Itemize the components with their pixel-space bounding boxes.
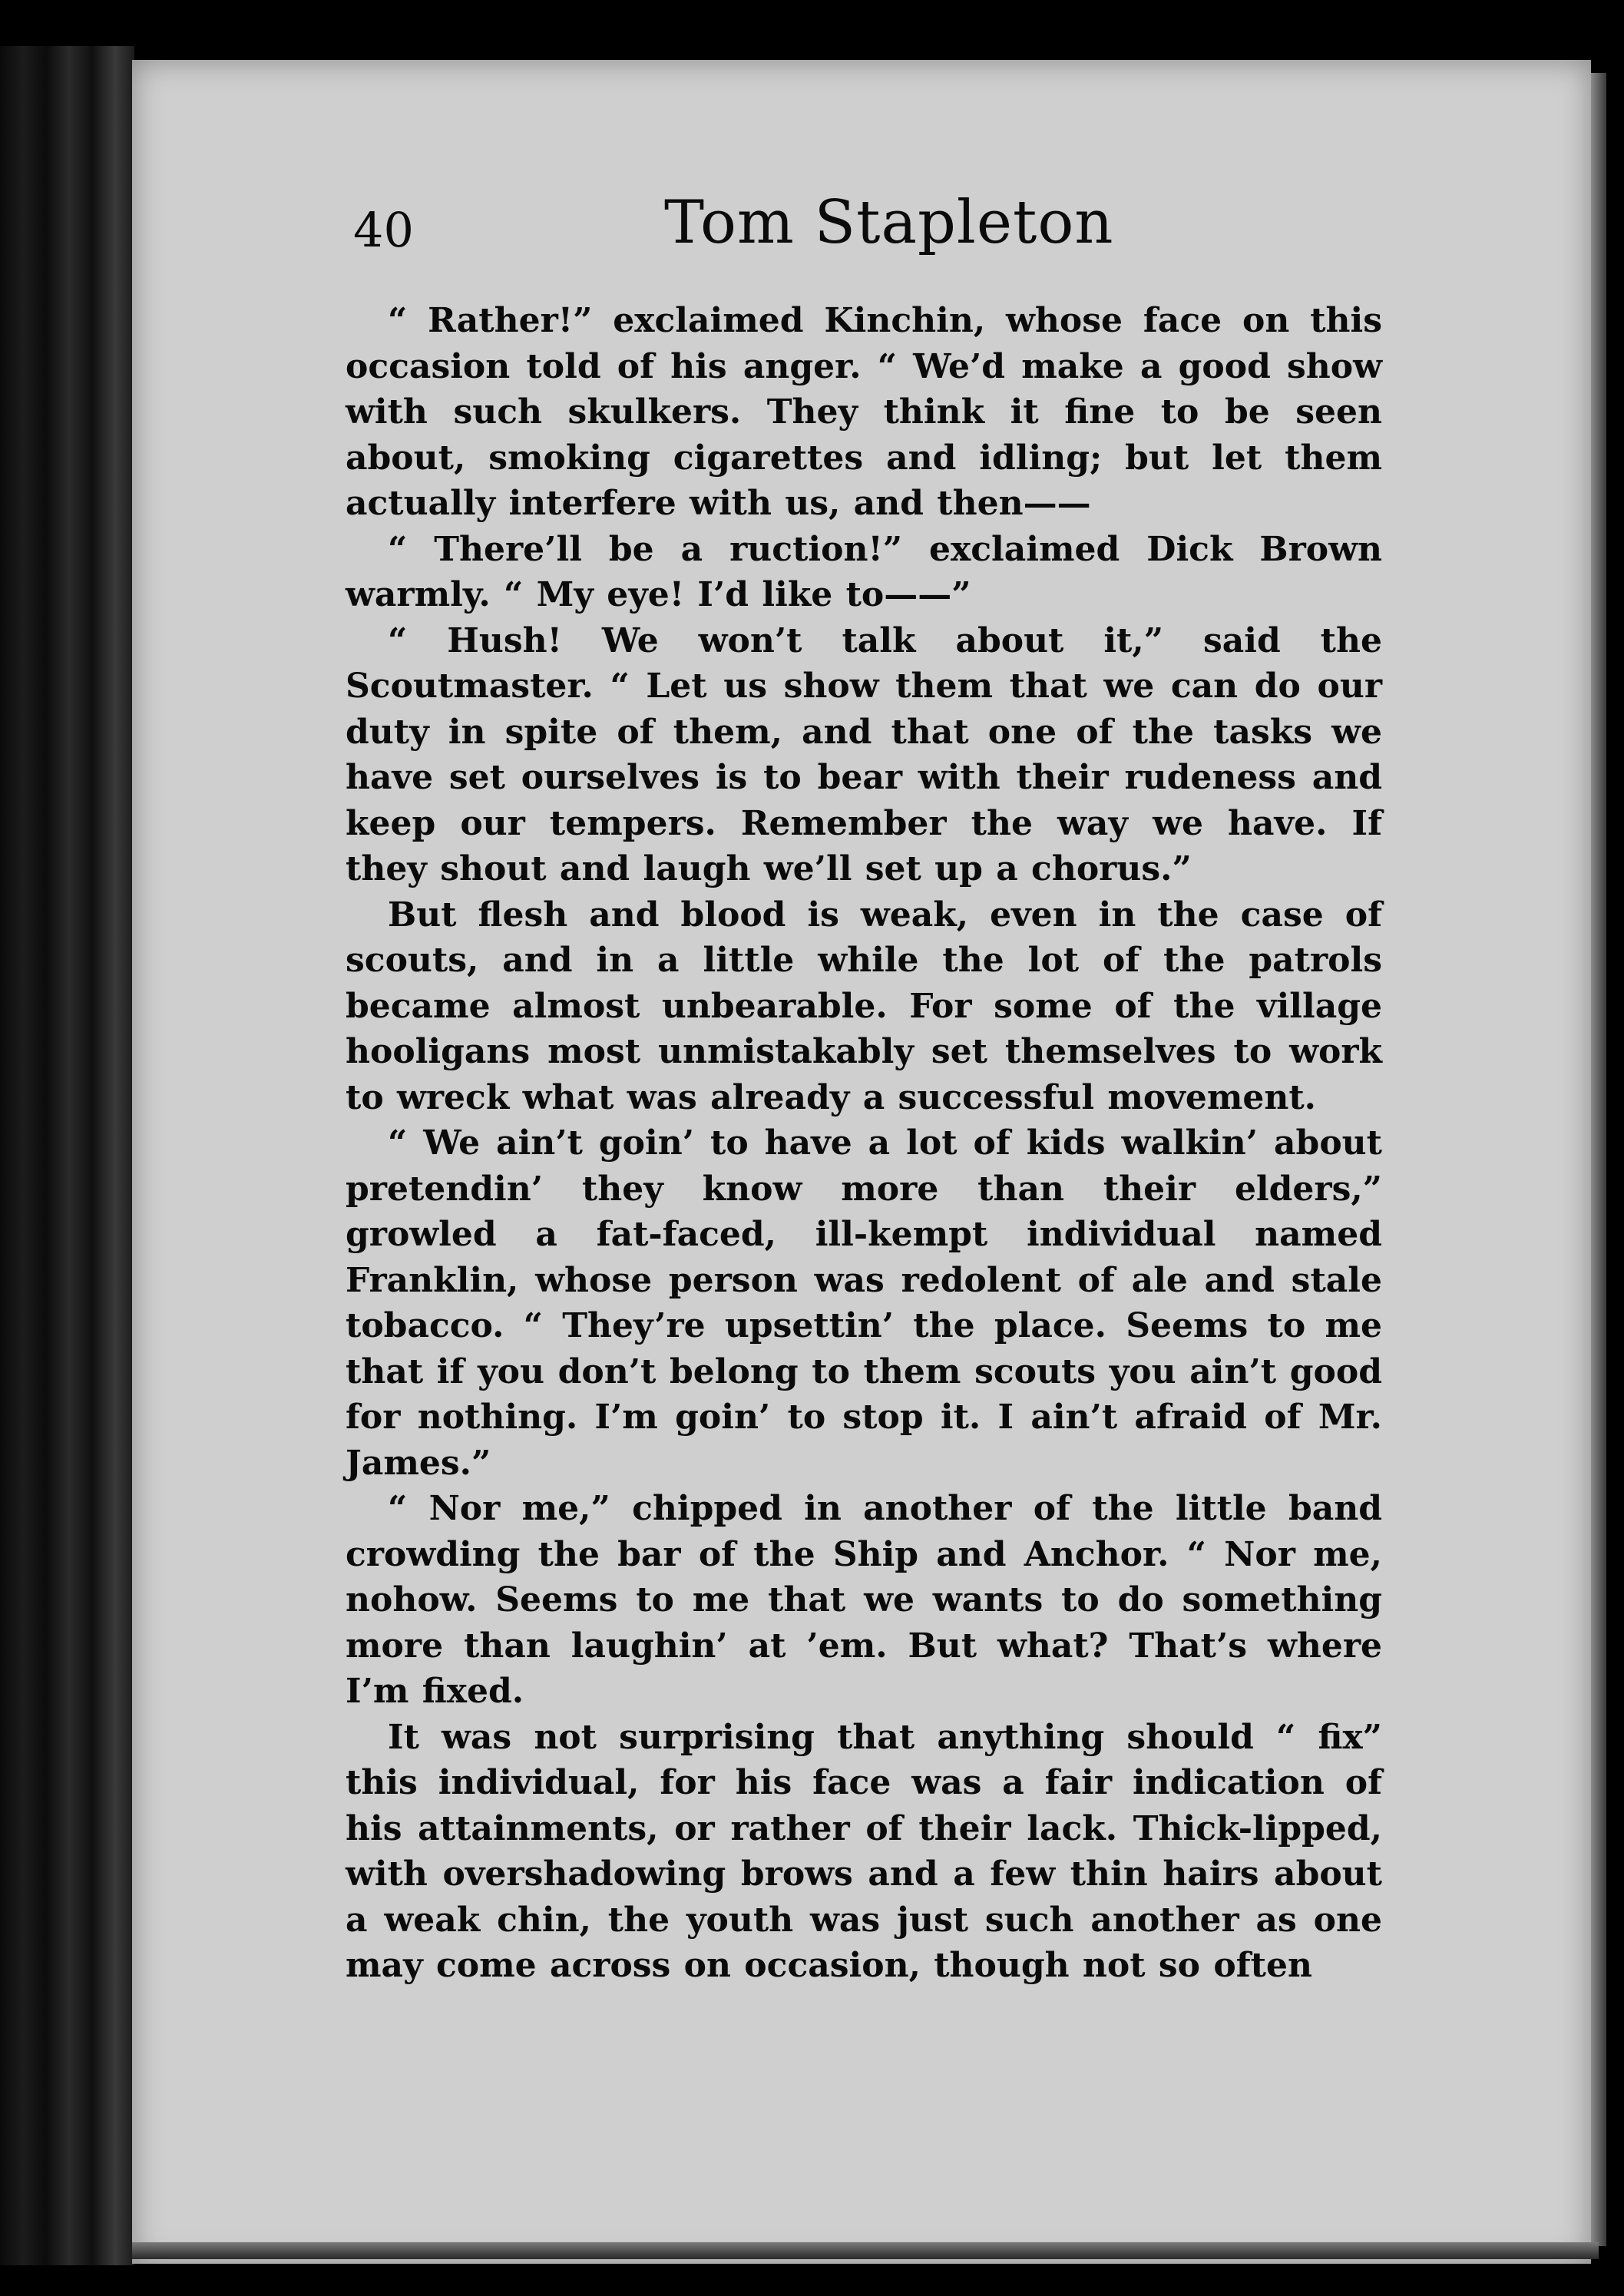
- paragraph-7: It was not surprising that anything should “ fix” this individual, for his face was a fair indication of his attainments, or rather of their lack. Thick-lipped, with overshadowing brows and a few thin hairs about a weak chin, the youth was just such another as one may come across on occasion, though not so often: [346, 1717, 1382, 1985]
- book-spine-shadow: [0, 46, 134, 2265]
- body-text: [346, 298, 1382, 1989]
- page-number: 40: [353, 202, 414, 258]
- paragraph-4: But flesh and blood is weak, even in the case of scouts, and in a little while the lot of the patrols became almost unbearable. For some of the village hooligans most unmistakably set themselves to work to wreck what was already a successful movement.: [346, 895, 1382, 1117]
- paragraph-3: “ Hush! We won’t talk about it,” said the Scoutmaster. “ Let us show them that we can do our duty in spite of them, and that one of the tasks we have set ourselves is to bear with their rudeness and keep our tempers. Remember the way we have. If they shout and laugh we’ll set up a chorus.”: [346, 620, 1382, 888]
- paragraph-1: “ Rather!” exclaimed Kinchin, whose face on this occasion told of his anger. “ We’d make a good show with such skulkers. They think it fine to be seen about, smoking cigarettes and idling; but let them actually interfere with us, and then——: [346, 301, 1382, 523]
- page-edge-right: [1591, 73, 1606, 2246]
- running-title: Tom Stapleton: [664, 188, 1114, 257]
- paragraph-5: “ We ain’t goin’ to have a lot of kids walkin’ about pretendin’ they know more than their elders,” growled a fat-faced, ill-kempt individual named Franklin, whose person was redolent of ale and stale tobacco. “ They’re upsettin’ the place. Seems to me that if you don’t belong to them scouts you ain’t good for nothing. I’m goin’ to stop it. I ain’t afraid of Mr. James.”: [346, 1123, 1382, 1483]
- paragraph-6: “ Nor me,” chipped in another of the little band crowding the bar of the Ship and Anchor. “ Nor me, nohow. Seems to me that we wants to do something more than laughin’ at ’em. But what? That’s where I’m fixed.: [346, 1489, 1382, 1711]
- paragraph-2: “ There’ll be a ruction!” exclaimed Dick Brown warmly. “ My eye! I’d like to——”: [346, 529, 1382, 614]
- page-header: [353, 188, 1382, 273]
- page-edge-bottom: [132, 2242, 1599, 2259]
